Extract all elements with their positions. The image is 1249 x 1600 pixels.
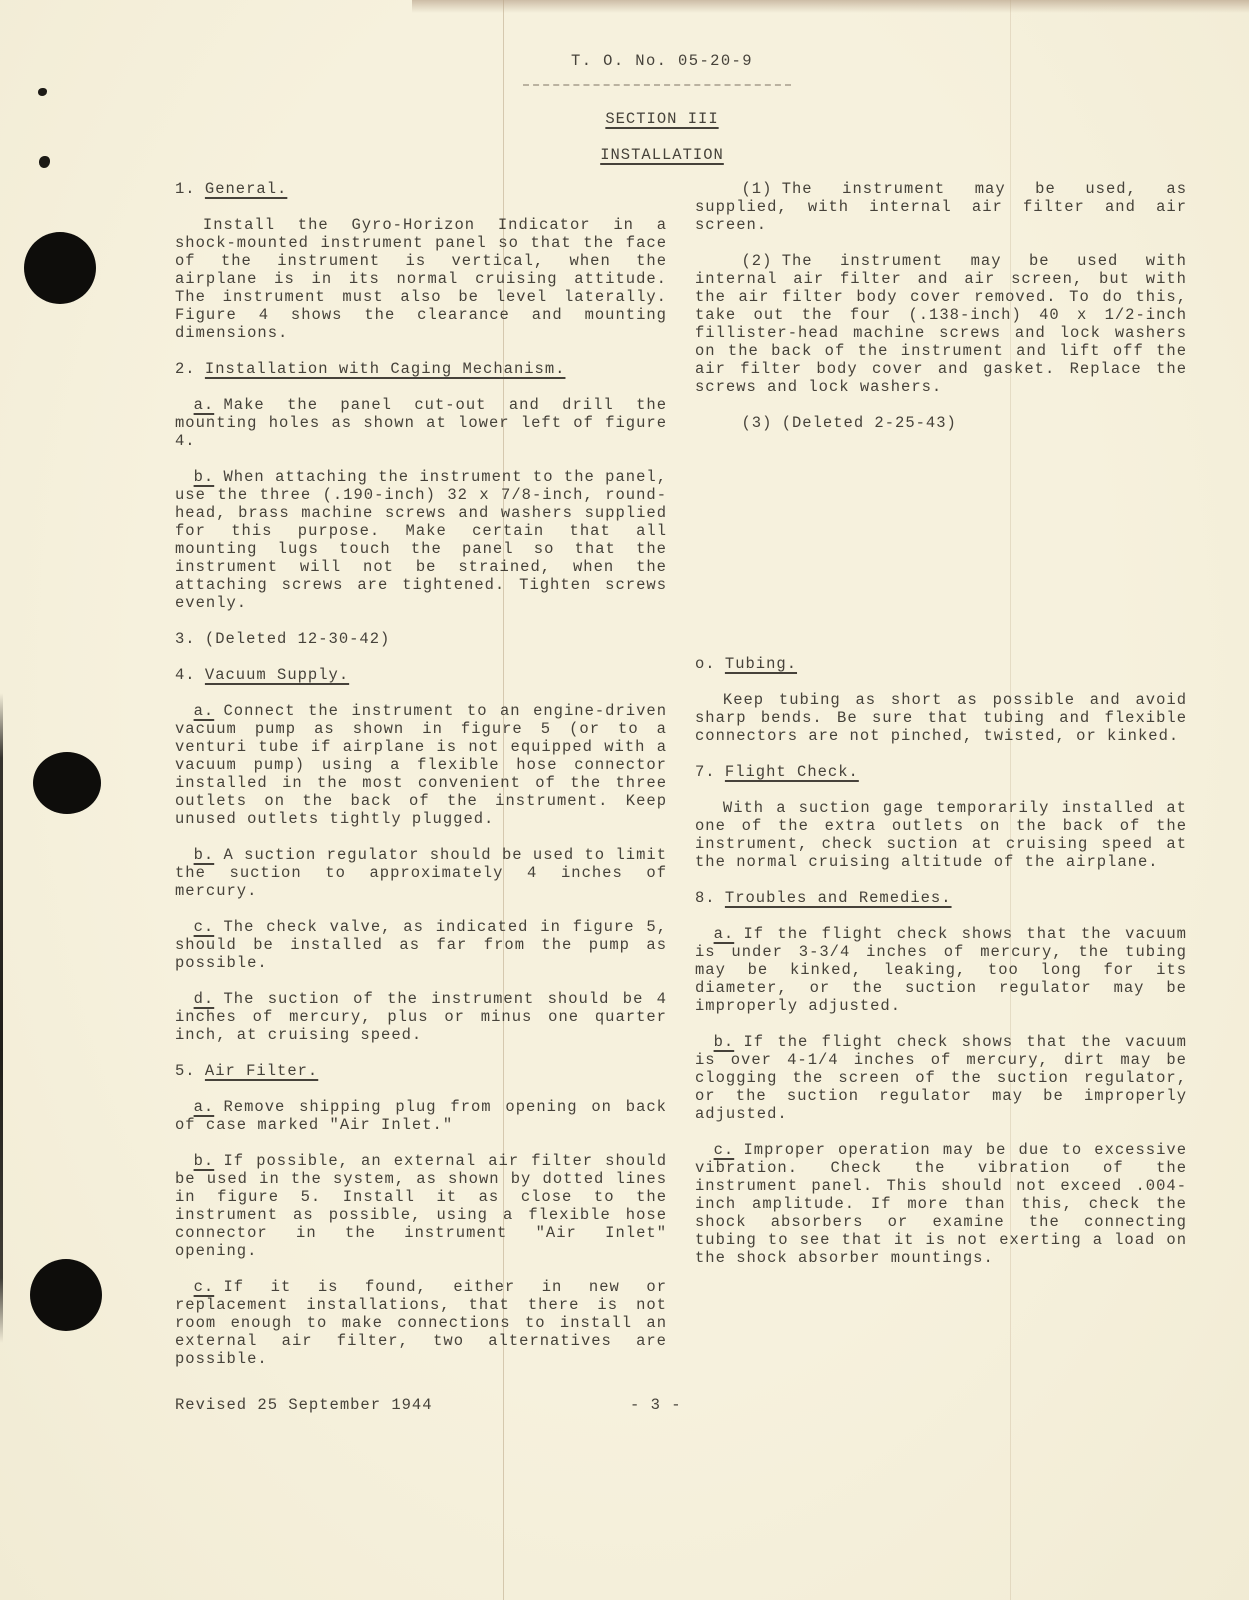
paragraph-5b — [175, 1152, 667, 1260]
left-column — [175, 180, 667, 1386]
heading-vacuum-supply — [175, 666, 667, 684]
section-title: SECTION III — [605, 110, 719, 128]
punch-hole — [30, 1259, 102, 1331]
paragraph-4d — [175, 990, 667, 1044]
heading-number: 8. — [695, 889, 716, 907]
item-text: The suction of the instrument should be 4 inches of mercury, plus or minus one quarter inch, at cruising speed. — [175, 990, 667, 1044]
heading-title: Tubing. — [724, 655, 798, 673]
item-text: If possible, an external air filter should be used in the system, as shown by dotted lines in figure 5. Install it as close to the instrument as possible, using a flexible hose connector in the instrument "Air Inlet" opening. — [175, 1152, 667, 1260]
heading-number: 1. — [175, 180, 196, 198]
column-blank-gap — [695, 450, 1187, 655]
item-label: b. — [193, 846, 215, 864]
page-number: - 3 - — [630, 1396, 682, 1414]
paragraph-alt-1 — [695, 180, 1187, 234]
paragraph-5a — [175, 1098, 667, 1134]
paragraph-2a — [175, 396, 667, 450]
heading-title: Air Filter. — [204, 1062, 319, 1080]
item-label: b. — [193, 468, 215, 486]
paragraph-general: Install the Gyro-Horizon Indicator in a shock-mounted instrument panel so that the face of the instrument is vertical, when the airplane is in its normal cruising attitude. The instrument must also be level laterally. Figure 4 shows the clearance and mounting dimensions. — [175, 216, 667, 342]
ink-speck — [38, 88, 47, 96]
item-text: If the flight check shows that the vacuum is under 3-3/4 inches of mercury, the tubing may be kinked, leaking, too long for its diameter, or the suction regulator may be improperly adjusted. — [695, 925, 1187, 1015]
heading-title: General. — [204, 180, 288, 198]
item-label: (3) — [741, 414, 773, 432]
right-column — [695, 180, 1187, 1285]
item-label: c. — [713, 1141, 735, 1159]
heading-troubles-remedies — [695, 889, 1187, 907]
heading-deleted-3 — [175, 630, 667, 648]
heading-tubing — [695, 655, 1187, 673]
heading-number: 4. — [175, 666, 196, 684]
item-text: Make the panel cut-out and drill the mounting holes as shown at lower left of figure 4. — [175, 396, 667, 450]
deleted-note: (Deleted 2-25-43) — [781, 414, 957, 432]
paragraph-flight-check: With a suction gage temporarily installed at one of the extra outlets on the back of the instrument, check suction at cruising speed at the normal cruising altitude of the airplane. — [695, 799, 1187, 871]
scan-noise-band — [412, 0, 1249, 13]
punch-hole — [24, 232, 96, 304]
heading-title: Troubles and Remedies. — [724, 889, 952, 907]
paragraph-2b — [175, 468, 667, 612]
item-text: The check valve, as indicated in figure 5, should be installed as far from the pump as possible. — [175, 918, 667, 972]
section-subtitle: INSTALLATION — [600, 146, 724, 164]
heading-number: o. — [695, 655, 716, 673]
item-text: Improper operation may be due to excessive vibration. Check the vibration of the instrument panel. This should not exceed .004-inch amplitude. If more than this, check the shock absorbers or examine the connecting tubing to see that it is not exerting a load on the shock absorber mountings. — [695, 1141, 1187, 1267]
item-label: c. — [193, 1278, 215, 1296]
item-text: A suction regulator should be used to limit the suction to approximately 4 inches of mercury. — [175, 846, 667, 900]
heading-number: 2. — [175, 360, 196, 378]
item-label: (2) — [741, 252, 773, 270]
item-text: The instrument may be used with internal air filter and air screen, but with the air filter body cover removed. To do this, take out the four (.138-inch) 40 x 1/2-inch fillister-head machine screws and lock washers on the back of the instrument and lift off the air filter body cover and gasket. Replace the screws and lock washers. — [695, 252, 1187, 396]
item-text: The instrument may be used, as supplied, with internal air filter and air screen. — [695, 180, 1187, 234]
item-label: c. — [193, 918, 215, 936]
item-label: a. — [193, 702, 215, 720]
item-label: a. — [193, 396, 215, 414]
scan-edge-shadow — [0, 693, 3, 1343]
paragraph-4b — [175, 846, 667, 900]
paragraph-alt-2 — [695, 252, 1187, 396]
item-label: d. — [193, 990, 215, 1008]
paragraph-4c — [175, 918, 667, 972]
paragraph-8a — [695, 925, 1187, 1015]
heading-title: Flight Check. — [724, 763, 859, 781]
doc-number: T. O. No. 05-20-9 — [571, 52, 753, 70]
item-label: a. — [713, 925, 735, 943]
paragraph-4a — [175, 702, 667, 828]
deleted-note: (Deleted 12-30-42) — [204, 630, 391, 648]
heading-air-filter — [175, 1062, 667, 1080]
item-text: Connect the instrument to an engine-driven vacuum pump as shown in figure 5 (or to a venturi tube if airplane is not equipped with a vacuum pump) using a flexible hose connector installed in the most convenient of the three outlets on the back of the instrument. Keep unused outlets tightly plugged. — [175, 702, 667, 828]
heading-flight-check — [695, 763, 1187, 781]
item-text: If it is found, either in new or replacement installations, that there is not room enough to make connections to install an external air filter, two alternatives are possible. — [175, 1278, 667, 1368]
heading-number: 7. — [695, 763, 716, 781]
item-label: b. — [193, 1152, 215, 1170]
heading-installation-caging — [175, 360, 667, 378]
paragraph-tubing: Keep tubing as short as possible and avoid sharp bends. Be sure that tubing and flexible connectors are not pinched, twisted, or kinked. — [695, 691, 1187, 745]
item-text: If the flight check shows that the vacuum is over 4-1/4 inches of mercury, dirt may be clogging the screen of the suction regulator, or the suction regulator may be improperly adjusted. — [695, 1033, 1187, 1123]
item-text: When attaching the instrument to the panel, use the three (.190-inch) 32 x 7/8-inch, round-head, brass machine screws and washers supplied for this purpose. Make certain that all mounting lugs touch the panel so that the instrument will not be strained, when the attaching screws are tightened. Tighten screws evenly. — [175, 468, 667, 612]
paragraph-deleted-alt-3 — [695, 414, 1187, 432]
item-text: Remove shipping plug from opening on back of case marked "Air Inlet." — [175, 1098, 667, 1134]
heading-general — [175, 180, 667, 198]
doc-number-underline-remnant — [523, 84, 791, 86]
heading-title: Vacuum Supply. — [204, 666, 350, 684]
item-label: a. — [193, 1098, 215, 1116]
paragraph-5c — [175, 1278, 667, 1368]
heading-number: 3. — [175, 630, 196, 648]
item-label: b. — [713, 1033, 735, 1051]
revision-note: Revised 25 September 1944 — [175, 1396, 433, 1414]
paragraph-8b — [695, 1033, 1187, 1123]
heading-number: 5. — [175, 1062, 196, 1080]
paragraph-8c — [695, 1141, 1187, 1267]
punch-hole — [33, 752, 101, 814]
ink-speck — [39, 156, 50, 168]
item-label: (1) — [741, 180, 773, 198]
heading-title: Installation with Caging Mechanism. — [204, 360, 566, 378]
